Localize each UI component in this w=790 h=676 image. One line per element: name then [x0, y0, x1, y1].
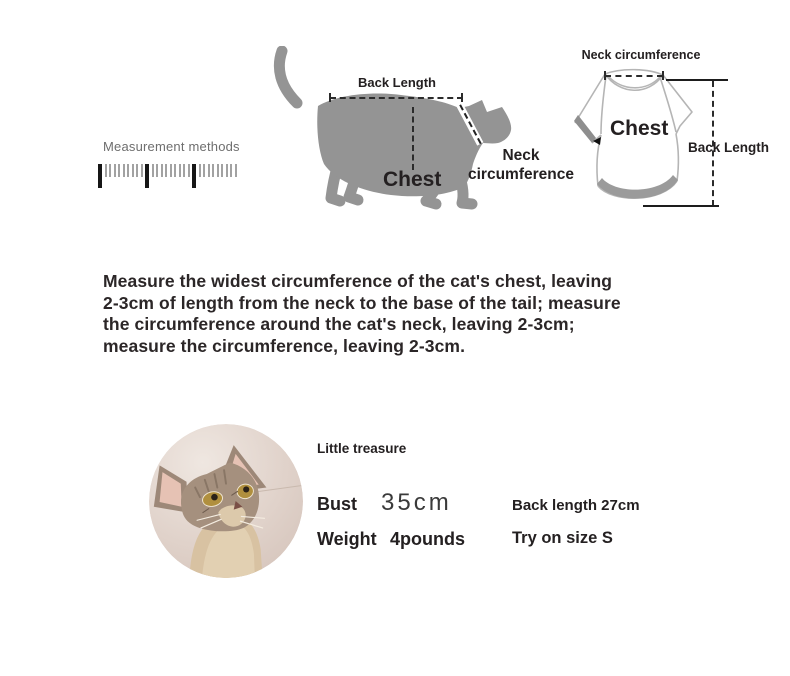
cat-chest-label: Chest: [383, 168, 442, 191]
ruler-minor-tick: [165, 164, 167, 177]
shirt-chest-label: Chest: [610, 117, 669, 140]
ruler-minor-tick: [221, 164, 223, 177]
model-name: Little treasure: [317, 441, 407, 456]
back-length-spec: Back length 27cm: [512, 497, 640, 514]
ruler-minor-tick: [141, 164, 143, 177]
ruler-minor-tick: [127, 164, 129, 177]
ruler-minor-tick: [208, 164, 210, 177]
ruler-minor-tick: [152, 164, 154, 177]
ruler-minor-tick: [105, 164, 107, 177]
cat-neck-circumference-label: Neck circumference: [468, 147, 574, 183]
measurement-methods-label: Measurement methods: [103, 139, 240, 154]
try-on-size-spec: Try on size S: [512, 529, 613, 547]
ruler-minor-tick: [179, 164, 181, 177]
measurement-instructions: [103, 271, 703, 357]
cat-back-length-tick-left: [329, 93, 331, 102]
cat-tail-shape: [279, 51, 297, 103]
shirt-back-length-label: Back Length: [688, 140, 770, 155]
ruler-major-tick: [98, 164, 102, 188]
ruler-major-tick: [145, 164, 149, 188]
ruler-minor-tick: [188, 164, 190, 177]
ruler-minor-tick: [132, 164, 134, 177]
ruler-minor-tick: [118, 164, 120, 177]
ruler-minor-tick: [161, 164, 163, 177]
ruler-minor-tick: [235, 164, 237, 177]
ruler-minor-tick: [183, 164, 185, 177]
instructions-line: measure the circumference, leaving 2-3cm.: [103, 335, 466, 356]
bust-label: Bust: [317, 494, 357, 514]
ruler-minor-tick: [123, 164, 125, 177]
cat-back-length-line: [330, 97, 463, 99]
ruler-minor-tick: [136, 164, 138, 177]
instructions-line: 2-3cm of length from the neck to the base of the tail; measure: [103, 292, 621, 313]
ruler-minor-tick: [199, 164, 201, 177]
shirt-neck-tick-left: [604, 71, 606, 80]
shirt-back-length-tick-bottom: [643, 205, 719, 207]
weight-value: 4pounds: [390, 529, 465, 549]
ruler-major-tick: [192, 164, 196, 188]
cat-back-length-label: Back Length: [357, 75, 436, 90]
ruler-minor-tick: [174, 164, 176, 177]
ruler-minor-tick: [114, 164, 116, 177]
weight-label: Weight: [317, 529, 377, 549]
ruler-minor-tick: [217, 164, 219, 177]
shirt-back-length-tick-top: [666, 79, 728, 81]
ruler-minor-tick: [170, 164, 172, 177]
measurement-ruler-icon: [98, 164, 237, 188]
model-cat-photo: [149, 424, 303, 578]
ruler-minor-tick: [156, 164, 158, 177]
ruler-minor-tick: [212, 164, 214, 177]
cat-back-length-tick-right: [461, 93, 463, 102]
bust-value: 35cm: [381, 489, 452, 516]
shirt-neck-line: [605, 75, 663, 77]
cat-chest-line: [412, 107, 414, 170]
instructions-line: Measure the widest circumference of the cat's chest, leaving: [103, 271, 613, 291]
ruler-minor-tick: [203, 164, 205, 177]
cat-photo-illustration: [149, 424, 303, 578]
ruler-minor-tick: [109, 164, 111, 177]
instructions-line: the circumference around the cat's neck, leaving 2-3cm;: [103, 314, 575, 334]
ruler-minor-tick: [226, 164, 228, 177]
shirt-neck-tick-right: [662, 71, 664, 80]
shirt-neck-circumference-label: Neck circumference: [581, 48, 701, 62]
ruler-minor-tick: [230, 164, 232, 177]
